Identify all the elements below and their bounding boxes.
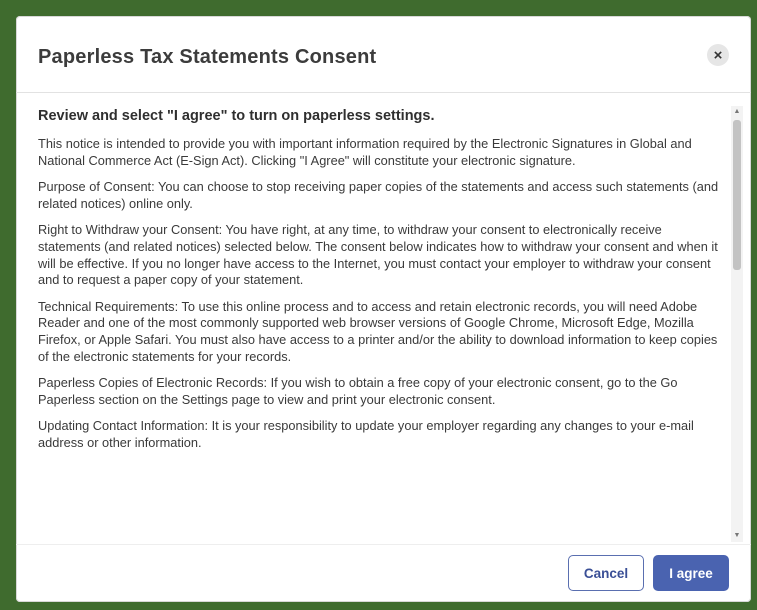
paragraph-technical-requirements: Technical Requirements: To use this online process and to access and retain electronic records, you will need Adobe Reader and one of the most commonly supported web browser versions of Google Chrome, Microsoft Edge, Mozilla Firefox, or Apple Safari. You must also have access to a printer and/or the ability to download information to keep copies of the electronic statements for your records. <box>38 298 718 364</box>
dialog-title: Paperless Tax Statements Consent <box>38 46 377 68</box>
scroll-up-icon[interactable]: ▲ <box>733 108 741 115</box>
paragraph-updating-contact: Updating Contact Information: It is your responsibility to update your employer regarding any changes to your e-mail address or other information. <box>38 418 694 450</box>
paragraph-esign-notice: This notice is intended to provide you with important information required by the Electronic Signatures in Global and National Commerce Act (E-Sign Act). Clicking "I Agree" will constitute your electronic signature. <box>38 136 692 168</box>
footer-divider <box>16 544 751 545</box>
cancel-button[interactable]: Cancel <box>568 555 644 591</box>
scrollbar-thumb[interactable] <box>733 120 741 270</box>
paragraph-right-to-withdraw: Right to Withdraw your Consent: You have right, at any time, to withdraw your consent to electronically receive statements (and related notices) selected below. The consent below indicates how to withdraw your consent and when it will be effective. If you no longer have access to the Internet, you must contact your employer to withdraw your consent and to request a paper copy of your statement. <box>38 222 718 288</box>
paragraph-paper-copies: Paperless Copies of Electronic Records: If you wish to obtain a free copy of your electronic consent, go to the Go Paperless section on the Settings page to view and print your electronic consent. <box>38 375 678 407</box>
scroll-down-icon[interactable]: ▼ <box>733 532 741 539</box>
outer-frame <box>6 6 751 604</box>
consent-text-scroll-area[interactable] <box>38 106 726 536</box>
section-heading: Review and select "I agree" to turn on paperless settings. <box>38 108 435 124</box>
divider <box>16 92 751 93</box>
i-agree-button[interactable]: I agree <box>653 555 729 591</box>
vertical-scrollbar[interactable] <box>731 106 743 542</box>
paragraph-purpose: Purpose of Consent: You can choose to stop receiving paper copies of the statements and access such statements (and related notices) online only. <box>38 179 719 211</box>
consent-dialog <box>16 16 751 602</box>
close-icon[interactable]: × <box>707 44 729 66</box>
